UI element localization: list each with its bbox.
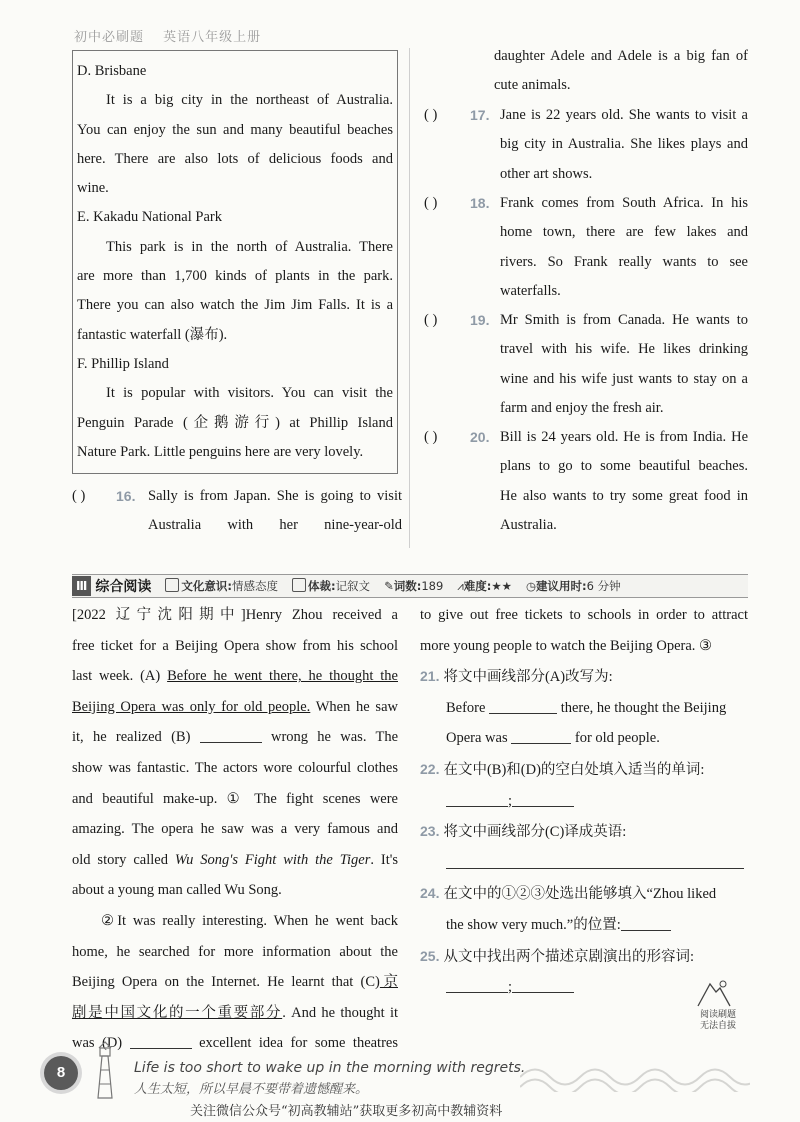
question-16 bbox=[72, 482, 402, 541]
section-bar bbox=[72, 574, 748, 598]
question-number: 17. bbox=[470, 107, 490, 123]
difficulty-meta: ⩘难度:★★ bbox=[457, 579, 512, 593]
section-number: Ⅲ bbox=[72, 576, 91, 596]
question-line: wine and his wife just wants to stay on a bbox=[500, 370, 748, 387]
question-line: big city in Australia. She likes plays and bbox=[500, 136, 748, 153]
underlined-c: 剧是中国文化的一个重要部分 bbox=[72, 1004, 283, 1021]
answer-blank[interactable] bbox=[621, 915, 671, 931]
page-number: 8 bbox=[44, 1056, 78, 1090]
question-22: 22. 在文中(B)和(D)的空白处填入适当的单词: bbox=[420, 760, 705, 778]
time-meta: ◷建议用时:6 分钟 bbox=[526, 579, 621, 593]
footer-notice: 关注微信公众号“初高教辅站”获取更多初高中教辅资料 bbox=[190, 1104, 503, 1119]
section-title: 综合阅读 bbox=[95, 579, 152, 595]
question-21: 21. 将文中画线部分(A)改写为: bbox=[420, 668, 613, 686]
underlined-a: Before he went there, he thought the bbox=[167, 668, 398, 685]
question-24-answer: the show very much.”的位置: bbox=[420, 910, 748, 941]
question-number: 20. bbox=[470, 429, 490, 445]
lighthouse-icon bbox=[84, 1040, 124, 1100]
culture-meta: 文化意识:情感态度 bbox=[165, 578, 278, 594]
motto: 阅读刷题 无法自拔 bbox=[699, 1010, 736, 1031]
answer-paren[interactable]: ( ) bbox=[424, 107, 438, 123]
question-line: Mr Smith is from Canada. He wants to bbox=[500, 312, 748, 328]
passage-line: It is a big city in the northeast of Australia. bbox=[106, 92, 393, 109]
question-line: Australia with her nine-year-old bbox=[148, 517, 402, 534]
passage-line: about a young man called Wu Song. bbox=[72, 882, 282, 899]
question-number: 19. bbox=[470, 312, 490, 328]
wave-decoration bbox=[520, 1062, 750, 1092]
answer-paren[interactable]: ( ) bbox=[72, 488, 86, 504]
passage-line: Beijing Opera on the Internet. He learnt that (C)京 bbox=[72, 974, 398, 991]
answer-paren[interactable]: ( ) bbox=[424, 312, 438, 328]
passage-line: last week. (A) Before he went there, he thought the bbox=[72, 668, 398, 685]
passage-line: ②It was really interesting. When he went back bbox=[101, 912, 398, 929]
quote-chinese: 人生太短，所以早晨不要带着遗憾醒来。 bbox=[134, 1082, 369, 1097]
question-line: Frank comes from South Africa. In his bbox=[500, 195, 748, 211]
answer-blank[interactable] bbox=[489, 698, 557, 714]
question-25-answer: ; bbox=[420, 972, 748, 1003]
question-17 bbox=[424, 101, 748, 189]
question-line: Bill is 24 years old. He is from India. He bbox=[500, 429, 748, 445]
answer-paren[interactable]: ( ) bbox=[424, 429, 438, 445]
passage-line: You can enjoy the sun and many beautiful beaches bbox=[77, 121, 393, 138]
passage-line: home, he searched for more information about the bbox=[72, 943, 398, 960]
question-19 bbox=[424, 306, 748, 423]
question-line: Sally is from Japan. She is going to visit bbox=[148, 488, 402, 504]
passage-line: It is popular with visitors. You can visit the bbox=[106, 385, 393, 402]
question-16-continued bbox=[494, 42, 748, 101]
answer-blank[interactable] bbox=[446, 978, 508, 994]
underlined-c: 京 bbox=[379, 974, 398, 991]
question-line: rivers. So Frank really wants to see bbox=[500, 253, 748, 270]
passage-line: This park is in the north of Australia. There bbox=[106, 238, 393, 255]
question-line: travel with his wife. He likes drinking bbox=[500, 341, 748, 358]
passage-line: Nature Park. Little penguins here are very lovely. bbox=[77, 443, 364, 460]
passage-box bbox=[72, 50, 398, 474]
answer-blank[interactable] bbox=[446, 791, 508, 807]
passage-line: There you can also watch the Jim Jim Falls. It is a bbox=[77, 297, 393, 314]
question-23: 23. 将文中画线部分(C)译成英语: bbox=[420, 823, 627, 841]
question-21-answer: Opera was for old people. bbox=[446, 730, 660, 747]
passage-line: amazing. The opera he saw was a very famous and bbox=[72, 821, 398, 838]
question-24: 24. 在文中的①②③处选出能够填入“Zhou liked bbox=[420, 885, 717, 903]
questions-column bbox=[420, 600, 748, 1003]
blank-d[interactable] bbox=[130, 1034, 192, 1050]
passage-line: show was fantastic. The actors wore colourful clothes bbox=[72, 759, 398, 776]
page-header bbox=[74, 26, 275, 45]
column-divider bbox=[409, 48, 410, 548]
passage-line: [2022 辽宁沈阳期中]Henry Zhou received a bbox=[72, 607, 398, 623]
answer-blank[interactable] bbox=[446, 853, 744, 869]
reading-passage bbox=[72, 600, 398, 1059]
book-title: 初中必刷题 bbox=[74, 30, 145, 45]
passage-line: more young people to watch the Beijing Opera. ③ bbox=[420, 637, 713, 654]
question-21-answer: Before there, he thought the Beijing bbox=[446, 699, 727, 716]
passage-line: old story called Wu Song's Fight with the Tiger. It's bbox=[72, 851, 398, 868]
question-line: Jane is 22 years old. She wants to visit a bbox=[500, 107, 748, 123]
passage-line: Beijing Opera was only for old people. When he saw bbox=[72, 698, 398, 715]
passage-line: F. Phillip Island bbox=[77, 355, 169, 372]
passage-line: fantastic waterfall (瀑布). bbox=[77, 326, 228, 343]
passage-line: E. Kakadu National Park bbox=[77, 209, 222, 226]
passage-line: to give out free tickets to schools in order to attract bbox=[420, 607, 748, 623]
document-icon bbox=[292, 578, 306, 592]
question-line: farm and enjoy the fresh air. bbox=[500, 399, 664, 416]
question-line: cute animals. bbox=[494, 77, 571, 94]
question-23-answer bbox=[420, 848, 748, 879]
pencil-icon: ✎ bbox=[384, 579, 394, 593]
question-22-answer: ; bbox=[420, 786, 748, 817]
passage-line: was (D) excellent idea for some theatres bbox=[72, 1035, 398, 1052]
question-line: waterfalls. bbox=[500, 282, 561, 299]
passage-line: it, he realized (B) wrong he was. The bbox=[72, 729, 399, 746]
chart-icon: ⩘ bbox=[457, 579, 464, 593]
subject-title: 英语八年级上册 bbox=[163, 30, 262, 45]
genre-meta: 体裁:记叙文 bbox=[292, 578, 370, 594]
question-line: other art shows. bbox=[500, 165, 593, 182]
passage-line: and beautiful make-up. ① The fight scenes were bbox=[72, 790, 398, 807]
passage-line: wine. bbox=[77, 180, 109, 197]
passage-line: free ticket for a Beijing Opera show from his school bbox=[72, 637, 398, 654]
question-20 bbox=[424, 423, 748, 540]
passage-line: 剧是中国文化的一个重要部分. And he thought it bbox=[72, 1004, 399, 1021]
clock-icon: ◷ bbox=[526, 579, 537, 593]
passage-line: D. Brisbane bbox=[77, 63, 147, 79]
answer-paren[interactable]: ( ) bbox=[424, 195, 438, 211]
question-number: 16. bbox=[116, 488, 136, 504]
answer-blank[interactable] bbox=[512, 791, 574, 807]
quote-english: Life is too short to wake up in the morning with regrets. bbox=[134, 1060, 526, 1076]
answer-blank[interactable] bbox=[512, 978, 574, 994]
passage-line: are more than 1,700 kinds of plants in the park. bbox=[77, 268, 393, 285]
passage-line: here. There are also lots of delicious foods and bbox=[77, 150, 393, 167]
answer-blank[interactable] bbox=[511, 729, 571, 745]
question-25: 25. 从文中找出两个描述京剧演出的形容词: bbox=[420, 947, 694, 965]
question-line: Australia. bbox=[500, 516, 557, 533]
question-line: daughter Adele and Adele is a big fan of bbox=[494, 48, 748, 64]
blank-b[interactable] bbox=[200, 728, 262, 744]
words-meta: ✎词数:189 bbox=[384, 579, 444, 593]
mountain-doodle-icon bbox=[696, 978, 732, 1008]
question-line: home town, there are few lakes and bbox=[500, 224, 748, 241]
passage-line: Penguin Parade (企鹅游行) at Phillip Island bbox=[77, 414, 393, 431]
question-number: 18. bbox=[470, 195, 490, 211]
question-18 bbox=[424, 189, 748, 306]
grid-icon bbox=[165, 578, 179, 592]
question-line: plans to go to some beautiful beaches. bbox=[500, 458, 748, 475]
underlined-a: Beijing Opera was only for old people. bbox=[72, 698, 311, 715]
question-line: He also wants to try some great food in bbox=[500, 487, 748, 504]
